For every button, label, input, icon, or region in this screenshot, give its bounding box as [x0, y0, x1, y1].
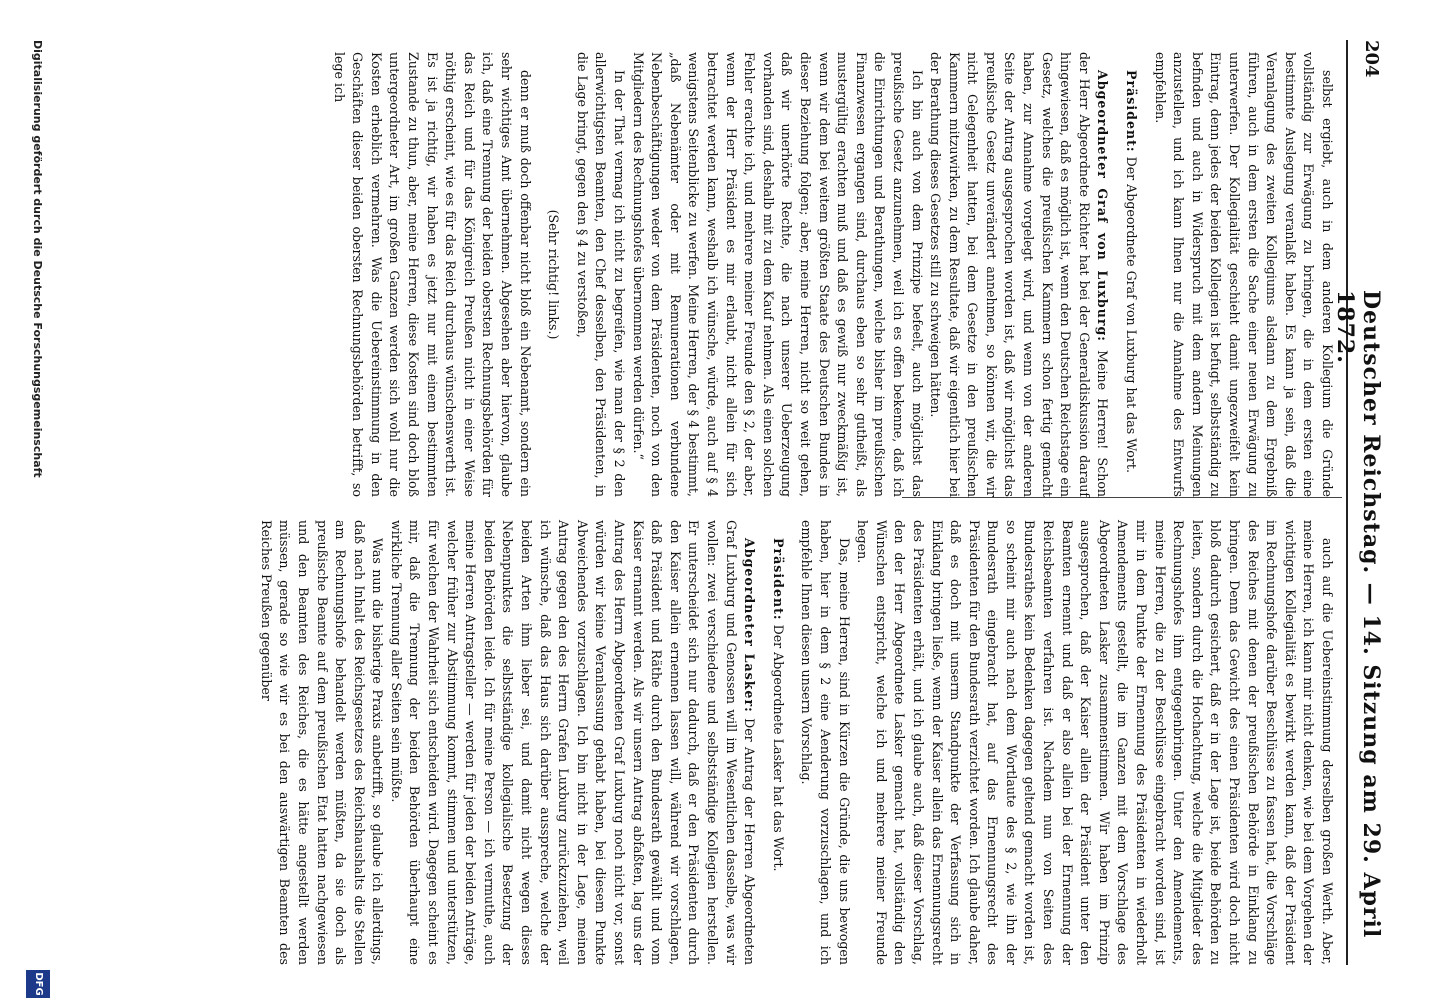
paragraph: Das, meine Herren, sind in Kürzen die Gründe, die uns bewogen haben, hier in dem § 2 eine Aenderung vorzuschlagen, und ich empfehle Ihnen diesen unsern Vorschlag.	[799, 520, 852, 965]
column-divider	[902, 497, 1342, 498]
left-column	[329, 52, 1336, 497]
speaker-name: Abgeordneter Lasker:	[742, 538, 758, 713]
dfg-logo-icon: DFG	[26, 970, 50, 998]
stage-direction: (Sehr richtig! links.)	[546, 209, 562, 340]
speaker-paragraph	[926, 52, 1112, 497]
speech-text: Der Antrag der Herren Abgeordneten Graf Luxburg und Genossen will im Wesentlichen dasselbe, was wir wollen: zwei verschiedene und selbstständige Kollegien herstellen. Er unterscheidet sich nur dadurch, daß er den Präsidenten durch den Kaiser allein ernennen lassen will, während wir vorschlagen, daß Präsident und Räthe durch den Bundesrath gewählt und vom Kaiser ernannt werden. Als wir unsern Antrag abfaßten, lag uns der Antrag des Herrn Abgeordneten Graf Luxburg noch nicht vor, sonst würden wir keine Veranlassung gehabt haben, bei diesem Punkte Abweichendes vorzuschlagen. Ich bin nicht in der Lage, meinen Antrag gegen den des Herrn Grafen Luxburg zurückzuziehen, weil ich wünsche, daß das Haus sich darüber ausspreche, welche der beiden Arten ihm lieber sei, und damit nicht wegen dieses Nebenpunktes die selbstständige kollegialische Besetzung der beiden Behörden leide. Ich für meine Person — ich vermuthe, auch meine Herren Antragsteller — werden für jeden der beiden Anträge, welcher früher zur Abstimmung kommt, stimmen und unterstützen, für welchen der Wahrheit sich entscheiden wird. Dagegen scheint es mir, daß die Trennung der beiden Behörden überhaupt eine wirkliche Trennung aller Seiten sein müßte.	[388, 520, 758, 965]
page-header	[1332, 40, 1388, 965]
digitization-footer	[18, 40, 58, 996]
paragraph: auch auf die Uebereinstimmung derselben großen Werth. Aber, meine Herren, ich kann mir nicht denken, wie bei dem Vorgehen der wichtigen Kollegialität es bewirkt werden kann, daß der Präsident im Rechnungshofe darüber Beschlüsse zu fassen hat, die Vorschläge des Reiches mit denen der preußischen Behörde in Einklang zu bringen. Denn das Gewicht des einen Präsidenten wird doch nicht bloß dadurch gesichert, daß er in der Lage ist, beide Behörden zu leiten, sondern durch die Hochachtung, welche die Mitglieder des Rechnungshofes ihm entgegenbringen. Unter den Amendements, meine Herren, die zu der Beschlüsse eingebracht worden sind, ist mir in dem Punkte der Ernennung des Präsidenten in wiederholt Amendements gestellt, die im Ganzen mit dem Vorschlage des Abgeordneten Lasker zusammenstimmen. Wir haben im Prinzip ausgesprochen, daß der Kaiser allein der Präsident unter den Beamten ernennt und daß er also allein bei der Ernennung der Reichsbeamten verfahren ist. Nachdem nun von Seiten des Bundesrathes kein Bedenken dagegen geltend gemacht worden ist, so scheint mir auch nach dem Wortlaute des § 2, wie ihn der Bundesrath eingebracht hat, auf das Ernennungsrecht des Präsidenten für den Bundesrath verzichtet worden. Ich glaube daher, daß es doch mit unserm Standpunkte der Verfassung sich in Einklang bringen ließe, wenn der Kaiser allein das Ernennungsrecht des Präsidenten erhält, und ich glaube auch, daß dieser Vorschlag, den der Herr Abgeordnete Lasker gemacht hat, vollständig den Wünschen entspricht, welche ich und mehrere meiner Freunde hegen.	[855, 520, 1335, 965]
speaker-name: Präsident:	[770, 538, 786, 621]
speech-text: Der Abgeordnete Lasker hat das Wort.	[770, 624, 786, 872]
speech-text: Der Abgeordnete Graf von Luxburg hat das Wort.	[1124, 156, 1140, 473]
speaker-paragraph	[768, 520, 787, 965]
speaker-paragraph	[1121, 52, 1140, 497]
running-title: Deutscher Reichstag. — 14. Sitzung am 29. April 1872.	[1332, 290, 1384, 939]
paragraph: denn er muß doch offenbar nicht bloß ein Nebenamt, sondern ein sehr wichtiges Amt übernehmen. Abgesehen aber hiervon, glaube ich, daß eine Trennung der beiden obersten Rechnungsbehörden für das Reich und für das Königreich Preußen nicht in einer Weise nöthig erscheint, wie es für das Reich durchaus wünschenswerth ist. Es ist ja richtig, wir haben es jetzt nur mit einem bestimmten Zustande zu thun, aber, meine Herren, diese Kosten sind doch bloß untergeordneter Art, im großen Ganzen werden sich wohl nur die Kosten erheblich vermehren. Was die Uebereinstimmung in den Geschäften dieser beiden obersten Rechnungsbehörden betrifft, so lege ich	[331, 52, 533, 497]
right-column	[256, 520, 1336, 965]
paragraph: In der That vermag ich nicht zu begreifen, wie man der § 2 den allerwichtigsten Beamten, den Chef desselben, den Präsidenten, in die Lage bringt, gegen den § 4 zu verstoßen,	[574, 52, 628, 497]
paragraph: Ich bin auch von dem Prinzipe befeelt, auch möglichst das preußische Gesetz anzunehmen, weil ich es offen bekenne, daß ich die Einrichtungen und Berathungen, welche bisher im preußischen Finanzwesen ergangen sind, durchaus eben so sehr gutheißt, als mustergültig erachten muß und daß es gewiß nur zweckmäßig ist, wenn wir dem bei weitem größten Staate des Deutschen Bundes in dieser Beziehung folgen; aber, meine Herren, nicht so weit gehen, daß wir unerhörte Rechte, die nach unserer Ueberzeugung vorhanden sind, deshalb mit zu dem Kauf nehmen. Als einen solchen Fehler erachte ich, und mehrere meiner Freunde den § 2, der aber, wenn der Herr Präsident es mir erlaubt, nicht allein für sich betrachtet werden kann, weshalb ich wünsche, würde, auch auf § 4 wenigstens Seitenblicke zu werfen. Meine Herren, der § 4 bestimmt, „daß Nebenämter oder mit Remunerationen verbundene Nebenbeschäftigungen weder von dem Präsidenten, noch von den Mitgliedern des Rechnungshofes übernommen werden dürfen.“	[630, 52, 925, 497]
speech-text: Meine Herren! Schon der Herr Abgeordnete Richter hat bei der Generaldiskussion darauf hingewiesen, daß es möglich ist, wenn den Deutschen Reichstage ein Gesetz, welches die preußischen Kammern schon fertig gemacht haben, zur Annahme vorgelegt wird, und wenn von der anderen Seite der Antrag ausgesprochen worden ist, daß wir möglichst das preußische Gesetz unverändert annehmen, so können wir, die wir nicht Gelegenheit hatten, bei dem Gesetze in den preußischen Kammern mitzuwirken, zu dem Resultate, daß wir eigentlich hier bei der Berathung dieses Gesetzes still zu schweigen hätten.	[928, 52, 1111, 498]
speaker-paragraph	[386, 520, 758, 965]
paragraph: Was nun die bisherige Praxis anbetrifft, so glaube ich allerdings, daß nach Inhalt des Reichsgesetzes des Reichshaushalts die Stellen am Rechnungshofe behandelt werden müßten, da sie doch als preußische Beamte auf dem preußischen Etat hatten nachgewiesen und den Beamten des Reiches, die es hätte angestellt werden müssen, gerade so wie wir es bei den auswärtigen Beamten des Reiches Preußen gegenüber	[258, 520, 386, 965]
paragraph: selbst ergiebt, auch in dem anderen Kollegium die Gründe vollständig zur Erwägung zu bringen, die in dem ersten eine bestimmte Auslegung veranlaßt haben. Es kann ja sein, daß die Veranlagung des zweiten Kollegiums alsdann zu dem Ergebniß führen, auch in dem ersten die Sache einer neuen Erwägung zu unterwerfen. Der Kollegialität geschieht damit ungezweifelt kein Eintrag, denn jedes der beiden Kollegien ist befugt, selbstständig zu befinden und auch in Widerspruch mit dem andern Meinungen anzustellen, und ich kann Ihnen nur die Annahme des Entwurfs empfehlen.	[1152, 52, 1335, 497]
speaker-name: Präsident:	[1124, 70, 1140, 153]
page-number: 204	[1361, 40, 1382, 78]
speaker-name: Abgeordneter Graf von Luxburg:	[1095, 70, 1111, 342]
funder-note: Digitalisierung gefördert durch die Deutsche Forschungsgemeinschaft	[31, 40, 44, 478]
